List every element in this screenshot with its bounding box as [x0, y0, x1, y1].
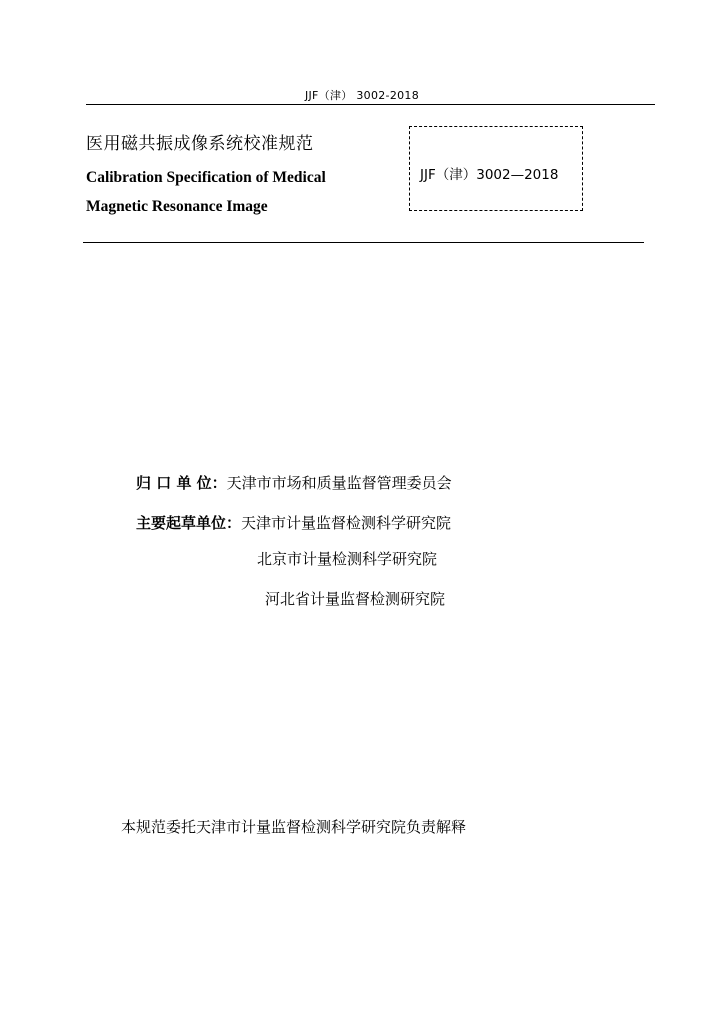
title-english-line1: Calibration Specification of Medical — [86, 169, 326, 186]
drafting-unit-3: 河北省计量监督检测研究院 — [265, 590, 446, 608]
drafting-unit-label: 主要起草单位： — [136, 514, 242, 532]
specification-code: JJF（津）3002—2018 — [420, 167, 559, 183]
title-divider-rule — [83, 242, 644, 243]
drafting-unit-2: 北京市计量检测科学研究院 — [257, 550, 438, 568]
drafting-unit-1: 天津市计量监督检测科学研究院 — [241, 514, 452, 532]
responsible-unit-value: 天津市市场和质量监督管理委员会 — [226, 474, 452, 492]
responsible-unit-label: 归 口 单 位： — [136, 474, 227, 492]
title-chinese: 医用磁共振成像系统校准规范 — [86, 134, 314, 154]
header-rule — [86, 104, 655, 105]
specification-code-box — [409, 126, 583, 211]
interpretation-note: 本规范委托天津市计量监督检测科学研究院负责解释 — [121, 818, 467, 836]
drafting-unit-row — [136, 512, 451, 533]
running-header-code: JJF（津） 3002-2018 — [304, 89, 420, 102]
responsible-unit-row — [136, 472, 452, 493]
title-english-line2: Magnetic Resonance Image — [86, 198, 268, 215]
